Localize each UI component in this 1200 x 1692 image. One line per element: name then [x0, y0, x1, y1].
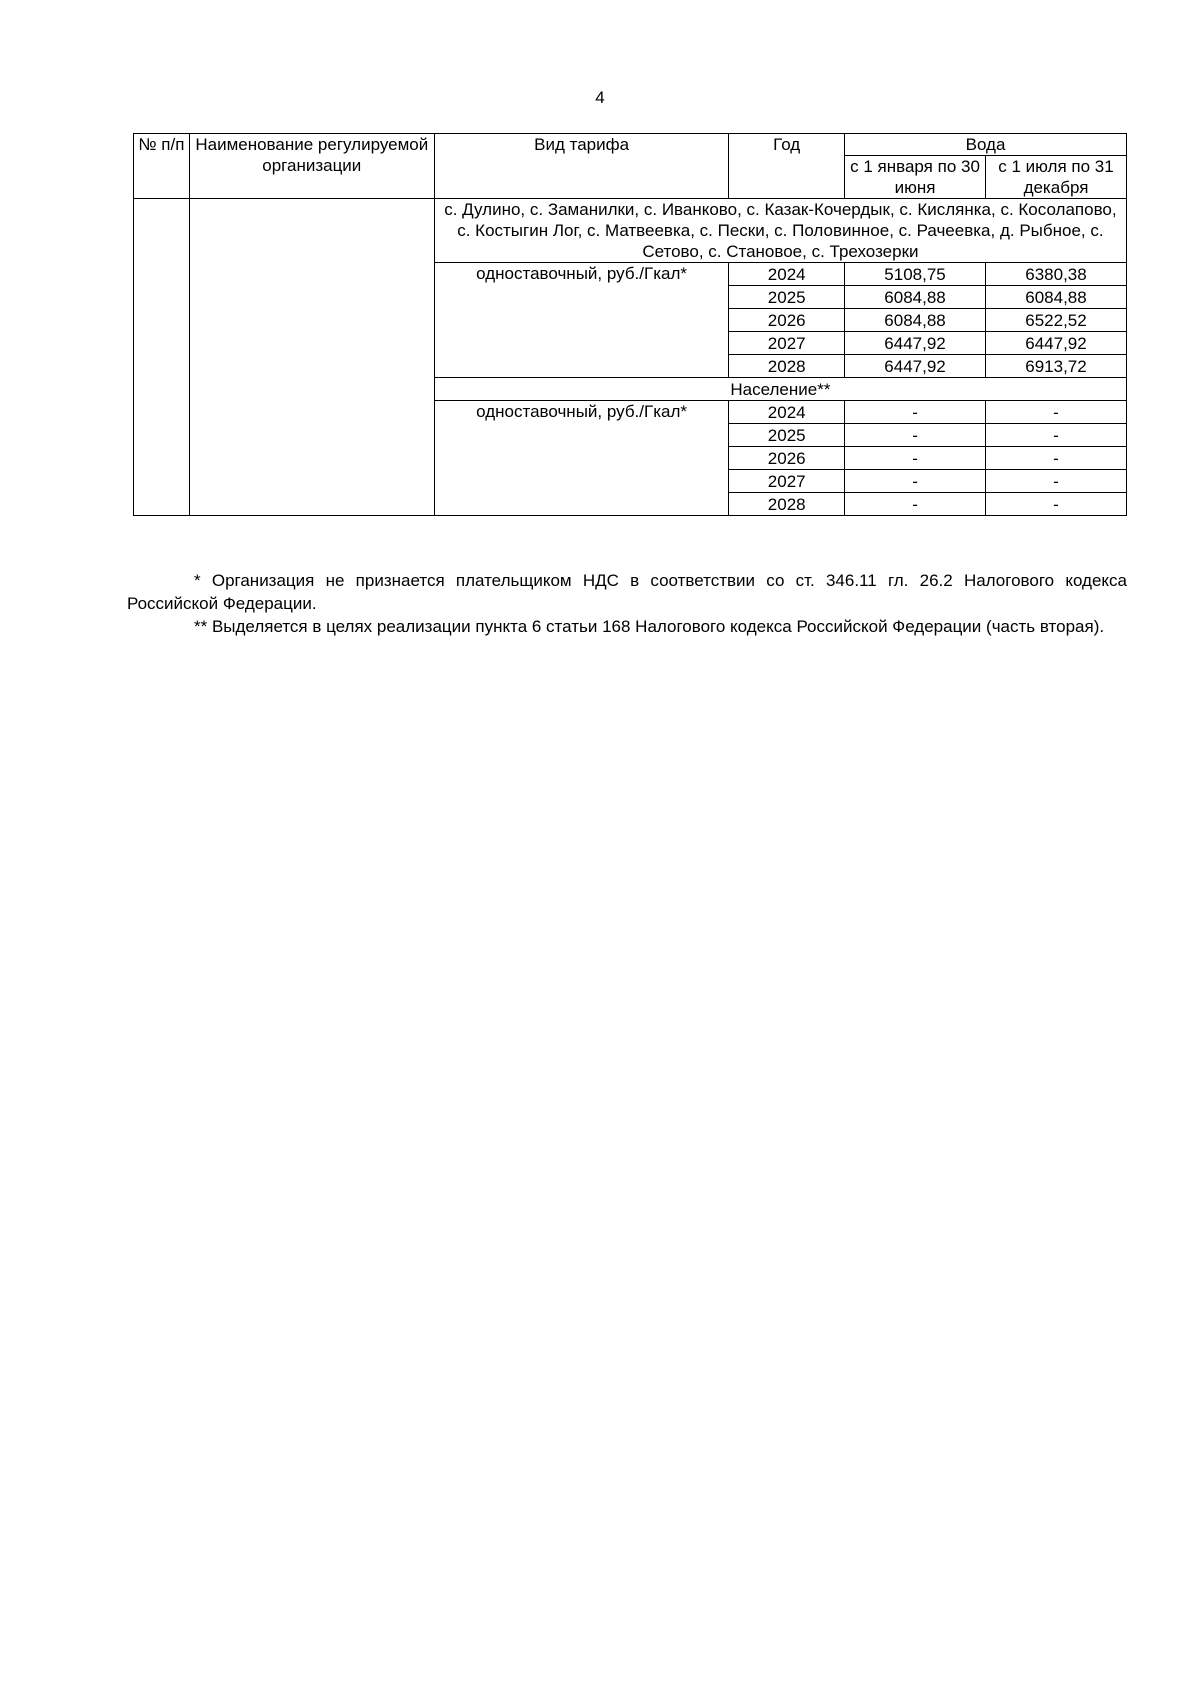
value-cell: 6380,38: [986, 263, 1127, 286]
value-cell: 6913,72: [986, 355, 1127, 378]
year-cell: 2025: [729, 424, 845, 447]
tariff-type-cell: одноставочный, руб./Гкал*: [434, 401, 729, 516]
value-cell: -: [986, 493, 1127, 516]
value-cell: -: [986, 424, 1127, 447]
year-cell: 2026: [729, 309, 845, 332]
value-cell: -: [845, 424, 986, 447]
value-cell: 6084,88: [986, 286, 1127, 309]
locality-list: с. Дулино, с. Заманилки, с. Иванково, с. Казак-Кочердык, с. Кислянка, с. Косолапово, с. Костыгин Лог, с. Матвеевка, с. Пески, с. Половинное, с. Рачеевка, д. Рыбное, с. Сетово, с. Становое, с. Трехозерки: [434, 199, 1126, 263]
header-period-1: с 1 января по 30 июня: [845, 156, 986, 199]
year-cell: 2026: [729, 447, 845, 470]
value-cell: 6084,88: [845, 309, 986, 332]
value-cell: -: [845, 470, 986, 493]
num-cell: [134, 199, 190, 516]
footnotes: [127, 569, 1127, 638]
value-cell: -: [986, 470, 1127, 493]
page-number: 4: [595, 88, 605, 107]
footnote: ** Выделяется в целях реализации пункта 6 статьи 168 Налогового кодекса Российской Федерации (часть вторая).: [194, 617, 1105, 636]
header-tariff-type: Вид тарифа: [434, 134, 729, 199]
value-cell: -: [845, 447, 986, 470]
year-cell: 2027: [729, 332, 845, 355]
org-name-cell: [189, 199, 434, 516]
header-water: Вода: [845, 134, 1127, 156]
value-cell: 6084,88: [845, 286, 986, 309]
year-cell: 2028: [729, 355, 845, 378]
value-cell: -: [845, 401, 986, 424]
value-cell: 6447,92: [845, 355, 986, 378]
tariff-table: [133, 133, 1127, 516]
value-cell: 6522,52: [986, 309, 1127, 332]
header-num: № п/п: [134, 134, 190, 199]
tariff-type-cell: одноставочный, руб./Гкал*: [434, 263, 729, 378]
value-cell: -: [845, 493, 986, 516]
footnote: * Организация не признается плательщиком НДС в соответствии со ст. 346.11 гл. 26.2 Налогового кодекса Российской Федерации.: [127, 571, 1127, 613]
population-label: Население**: [434, 378, 1126, 401]
value-cell: 6447,92: [986, 332, 1127, 355]
header-period-2: с 1 июля по 31 декабря: [986, 156, 1127, 199]
header-org-name: Наименование регулируемой организации: [189, 134, 434, 199]
value-cell: 6447,92: [845, 332, 986, 355]
year-cell: 2024: [729, 263, 845, 286]
year-cell: 2027: [729, 470, 845, 493]
value-cell: -: [986, 447, 1127, 470]
year-cell: 2024: [729, 401, 845, 424]
value-cell: -: [986, 401, 1127, 424]
header-year: Год: [729, 134, 845, 199]
value-cell: 5108,75: [845, 263, 986, 286]
year-cell: 2025: [729, 286, 845, 309]
year-cell: 2028: [729, 493, 845, 516]
